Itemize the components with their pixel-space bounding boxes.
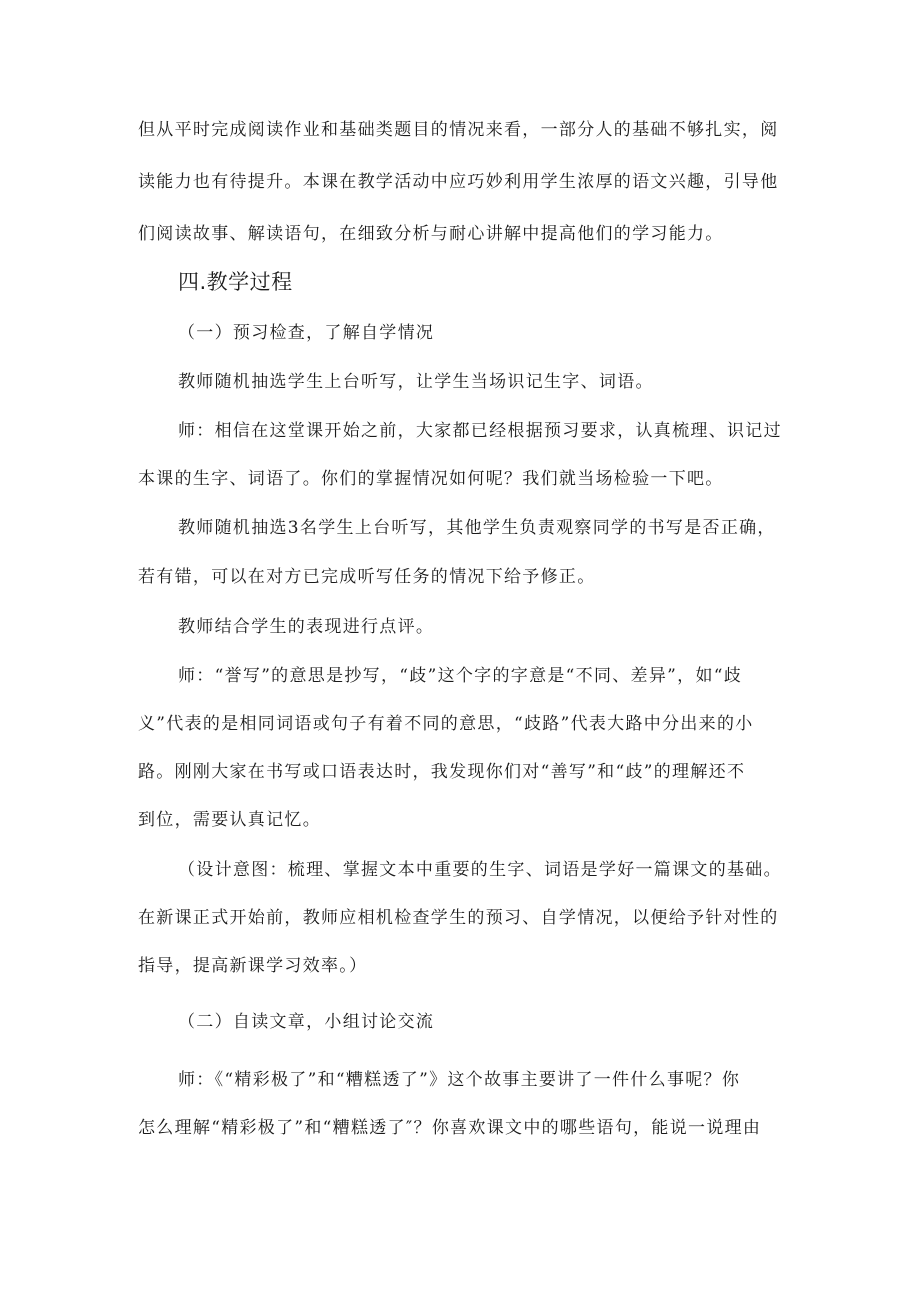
paragraph-line: 读能力也有待提升。本课在教学活动中应巧妙利用学生浓厚的语文兴趣，引导他 bbox=[138, 172, 779, 192]
paragraph-line: 师：“誉写”的意思是抄写，“歧”这个字的字意是“不同、差异”，如“歧 bbox=[178, 666, 743, 686]
paragraph-line: 教师随机抽选学生上台听写，让学生当场识记生字、词语。 bbox=[178, 372, 654, 392]
subheading: （二）自读文章，小组讨论交流 bbox=[178, 1012, 435, 1032]
paragraph-line: 师：《“精彩极了”和“糟糕透了”》这个故事主要讲了一件什么事呢？你 bbox=[178, 1070, 741, 1090]
paragraph-line: 师：相信在这堂课开始之前，大家都已经根据预习要求，认真梳理、识记过 bbox=[178, 421, 782, 441]
paragraph-line: （设计意图：梳理、掌握文本中重要的生字、词语是学好一篇课文的基础。 bbox=[178, 860, 782, 880]
paragraph-line: 义”代表的是相同词语或句子有着不同的意思，“歧路”代表大路中分出来的小 bbox=[138, 714, 754, 734]
paragraph-line: 若有错，可以在对方已完成听写任务的情况下给予修正。 bbox=[138, 567, 596, 587]
paragraph-line: 本课的生字、词语了。你们的掌握情况如何呢？我们就当场检验一下吧。 bbox=[138, 469, 724, 489]
paragraph-line: 怎么理解“精彩极了”和“糟糕透了″？你喜欢课文中的哪些语句，能说一说理由 bbox=[138, 1118, 762, 1138]
paragraph-line: 教师随机抽选3名学生上台听写，其他学生负责观察同学的书写是否正确， bbox=[178, 518, 776, 538]
section-heading: 四.教学过程 bbox=[178, 270, 293, 294]
paragraph-line: 路。刚刚大家在书写或口语表达时，我发现你们对“善写”和“歧”的理解还不 bbox=[138, 762, 746, 782]
paragraph-line: 们阅读故事、解读语句，在细致分析与耐心讲解中提高他们的学习能力。 bbox=[138, 224, 724, 244]
paragraph-line: 教师结合学生的表现进行点评。 bbox=[178, 617, 435, 637]
paragraph-line: 指导，提高新课学习效率。） bbox=[138, 956, 368, 976]
paragraph-line: 但从平时完成阅读作业和基础类题目的情况来看，一部分人的基础不够扎实，阅 bbox=[138, 120, 779, 140]
paragraph-line: 在新课正式开始前，教师应相机检查学生的预习、自学情况，以便给予针对性的 bbox=[138, 908, 779, 928]
paragraph-line: 到位，需要认真记忆。 bbox=[138, 810, 321, 830]
subheading: （一）预习检查，了解自学情况 bbox=[178, 323, 435, 343]
